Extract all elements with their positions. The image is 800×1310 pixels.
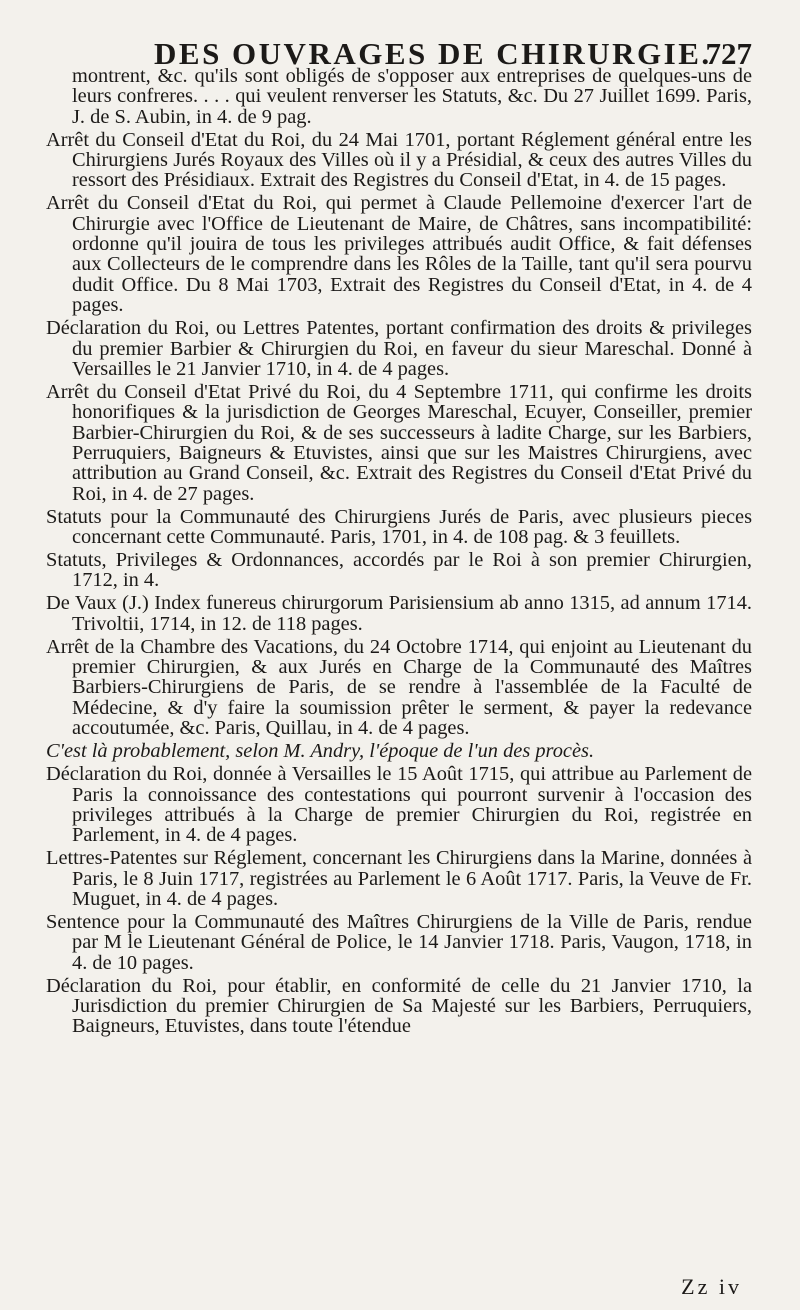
bibliography-entry: Lettres-Patentes sur Réglement, concernant les Chirurgiens dans la Marine, données à Paris, le 8 Juin 1717, registrées au Parlement le 6 Août 1717. Paris, la Veuve de Fr. Muguet, in 4. de 4 pages.: [46, 847, 752, 910]
bibliography-entries: [46, 66, 752, 1037]
bibliography-entry: Arrêt du Conseil d'Etat du Roi, qui permet à Claude Pellemoine d'exercer l'art de Chirurgie avec l'Office de Lieutenant de Maire, de Châtres, sans incompatibilité: ordonne qu'il jouira de tous les privileges attribués audit Office, & fait défenses aux Collecteurs de le comprendre dans les Rôles de la Taille, tant qu'il sera pourvu dudit Office. Du 8 Mai 1703, Extrait des Registres du Conseil d'Etat, in 4. de 4 pages.: [46, 192, 752, 317]
bibliography-entry: Déclaration du Roi, donnée à Versailles le 15 Août 1715, qui attribue au Parlement de Paris la connoissance des contestations qui pourront survenir à l'occasion des privileges attribués à la Charge de premier Chirurgien du Roi, registrée en Parlement, in 4. de 4 pages.: [46, 763, 752, 847]
bibliography-entry: Statuts, Privileges & Ordonnances, accordés par le Roi à son premier Chirurgien, 1712, in 4.: [46, 549, 752, 592]
page-number: 727: [705, 36, 752, 71]
running-title: DES OUVRAGES DE CHIRURGIE.: [154, 36, 712, 71]
bibliography-entry: Arrêt du Conseil d'Etat du Roi, du 24 Mai 1701, portant Réglement général entre les Chirurgiens Jurés Royaux des Villes où il y a Présidial, & ceux des autres Villes du ressort des Présidiaux. Extrait des Registres du Conseil d'Etat, in 4. de 15 pages.: [46, 128, 752, 192]
running-head: [46, 0, 752, 71]
bibliography-entry: Arrêt du Conseil d'Etat Privé du Roi, du 4 Septembre 1711, qui confirme les droits honorifiques & la jurisdiction de Georges Mareschal, Ecuyer, Conseiller, premier Barbier-Chirurgien du Roi, & de ses successeurs à ladite Charge, sur les Barbiers, Perruquiers, Baigneurs & Etuvistes, ainsi que sur les Maistres Chirurgiens, avec attribution au Grand Conseil, &c. Extrait des Registres du Conseil d'Etat Privé du Roi, in 4. de 27 pages.: [46, 380, 752, 505]
bibliography-entry: Déclaration du Roi, pour établir, en conformité de celle du 21 Janvier 1710, la Jurisdiction du premier Chirurgien de Sa Majesté sur les Barbiers, Perruquiers, Baigneurs, Etuvistes, dans toute l'étendue: [46, 974, 752, 1038]
editorial-note: C'est là probablement, selon M. Andry, l'époque de l'un des procès.: [46, 740, 595, 763]
bibliography-entry: Sentence pour la Communauté des Maîtres Chirurgiens de la Ville de Paris, rendue par M le Lieutenant Général de Police, le 14 Janvier 1718. Paris, Vaugon, 1718, in 4. de 10 pages.: [46, 911, 752, 974]
bibliography-entry: montrent, &c. qu'ils sont obligés de s'opposer aux entreprises de quelques-uns de leurs confreres. . . . qui veulent renverser les Statuts, &c. Du 27 Juillet 1699. Paris, J. de S. Aubin, in 4. de 9 pag.: [72, 65, 752, 128]
bibliography-entry: Statuts pour la Communauté des Chirurgiens Jurés de Paris, avec plusieurs pieces concernant cette Communauté. Paris, 1701, in 4. de 108 pag. & 3 feuillets.: [46, 505, 752, 548]
bibliography-entry: Arrêt de la Chambre des Vacations, du 24 Octobre 1714, qui enjoint au Lieutenant du premier Chirurgien, & aux Jurés en Charge de la Communauté des Maîtres Barbiers-Chirurgiens de Paris, de se rendre à l'assemblée de la Faculté de Médecine, & d'y faire la soumission prêter le serment, & payer la redevance accoutumée, &c. Paris, Quillau, in 4. de 4 pages.: [46, 635, 752, 740]
bibliography-entry: Déclaration du Roi, ou Lettres Patentes, portant confirmation des droits & privileges du premier Barbier & Chirurgien du Roi, en faveur du sieur Mareschal. Donné à Versailles le 21 Janvier 1710, in 4. de 4 pages.: [46, 317, 752, 380]
bibliography-entry: De Vaux (J.) Index funereus chirurgorum Parisiensium ab anno 1315, ad annum 1714. Trivoltii, 1714, in 12. de 118 pages.: [46, 592, 752, 635]
signature-catchword: Zz iv: [681, 1274, 742, 1299]
